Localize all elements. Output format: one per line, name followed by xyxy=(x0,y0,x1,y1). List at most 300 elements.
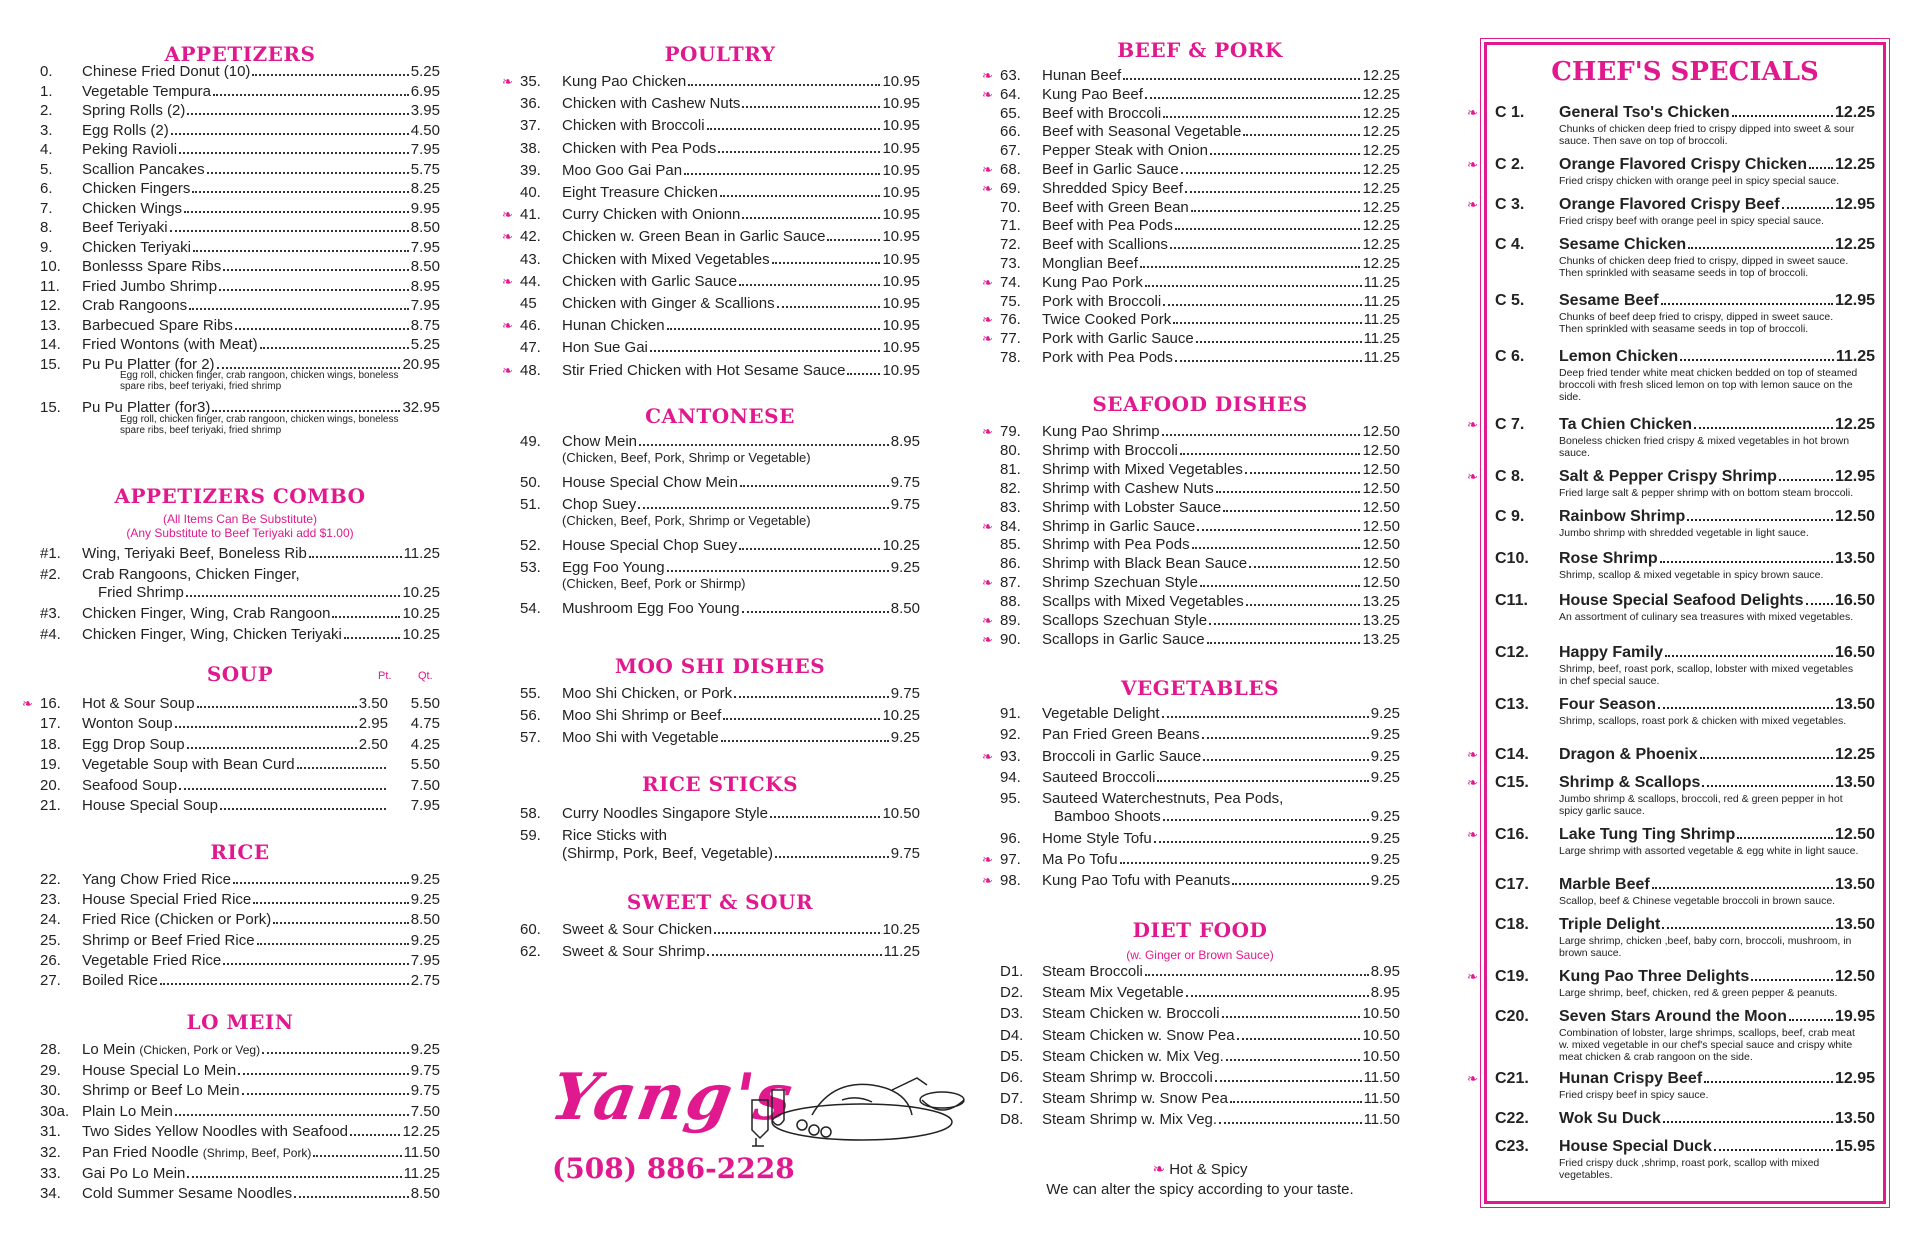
menu-item[interactable] xyxy=(982,85,1400,104)
special-code: C13. xyxy=(1495,696,1529,713)
dot-leader xyxy=(179,788,386,790)
special-code: C17. xyxy=(1495,876,1529,893)
menu-item[interactable] xyxy=(520,728,920,747)
special-price: 13.50 xyxy=(1834,916,1875,933)
item-number: 92. xyxy=(1000,726,1021,744)
special-item[interactable] xyxy=(1495,1007,1875,1027)
item-price: 10.95 xyxy=(882,206,920,224)
menu-item[interactable] xyxy=(982,871,1400,890)
item-number: 0. xyxy=(40,63,53,80)
menu-item[interactable] xyxy=(1000,1026,1400,1045)
item-price: 12.25 xyxy=(1362,161,1400,178)
dot-leader xyxy=(344,637,401,639)
item-number: 50. xyxy=(520,474,541,491)
item-price: 7.95 xyxy=(410,297,440,314)
special-price: 15.95 xyxy=(1834,1138,1875,1155)
item-number: 24. xyxy=(40,911,61,929)
item-name: Beef with Broccoli xyxy=(1042,104,1162,122)
item-number: 26. xyxy=(40,951,61,969)
menu-item[interactable] xyxy=(1000,789,1400,808)
menu-item[interactable] xyxy=(40,565,440,584)
item-number: 15. xyxy=(40,355,61,373)
item-price: 11.25 xyxy=(1363,349,1400,366)
dot-leader xyxy=(213,94,409,96)
menu-item[interactable] xyxy=(502,316,920,335)
menu-item[interactable] xyxy=(1000,554,1400,573)
special-item[interactable] xyxy=(1495,643,1875,663)
item-number: 57. xyxy=(520,729,541,746)
special-code: ❧ C16. xyxy=(1467,826,1529,843)
special-code: ❧ C21. xyxy=(1467,1070,1529,1087)
menu-item[interactable] xyxy=(40,218,440,237)
menu-item[interactable] xyxy=(40,316,440,335)
item-name: Moo Shi Shrimp or Beef xyxy=(562,707,722,724)
item-number: 65. xyxy=(1000,104,1021,122)
menu-item[interactable] xyxy=(40,1061,440,1080)
dot-leader xyxy=(688,84,880,86)
special-name: Dragon & Phoenix xyxy=(1559,746,1698,763)
menu-item[interactable] xyxy=(40,625,440,644)
menu-item[interactable] xyxy=(520,139,920,158)
menu-item[interactable] xyxy=(982,66,1400,85)
item-number: 85. xyxy=(1000,536,1021,554)
menu-item[interactable] xyxy=(40,910,440,929)
special-description: Large shrimp with assorted vegetable & egg white in light sauce. xyxy=(1559,845,1859,857)
menu-item[interactable] xyxy=(1000,292,1400,311)
dot-leader xyxy=(242,1093,409,1095)
menu-item[interactable] xyxy=(40,1143,440,1162)
item-number: 59. xyxy=(520,827,541,844)
item-price: 9.25 xyxy=(1370,747,1400,765)
item-number: 88. xyxy=(1000,593,1021,611)
menu-item[interactable] xyxy=(1000,235,1400,254)
menu-item[interactable] xyxy=(40,714,440,733)
item-number: 73. xyxy=(1000,255,1021,272)
item-price: 12.25 xyxy=(1362,142,1400,160)
menu-item[interactable] xyxy=(502,361,920,380)
dot-leader xyxy=(1173,322,1361,324)
item-price: 9.25 xyxy=(1370,705,1400,722)
menu-item[interactable] xyxy=(982,850,1400,869)
section-note: (w. Ginger or Brown Sauce) xyxy=(1126,948,1274,962)
menu-item[interactable] xyxy=(1000,983,1400,1002)
dot-leader xyxy=(1120,862,1369,864)
special-item[interactable] xyxy=(1467,103,1875,123)
menu-item[interactable] xyxy=(40,335,440,354)
menu-item[interactable] xyxy=(520,183,920,202)
item-options: (Chicken, Beef, Pork, Shrimp or Vegetable) xyxy=(562,450,811,465)
menu-item[interactable] xyxy=(982,179,1400,198)
dot-leader xyxy=(189,308,409,310)
special-item[interactable] xyxy=(1495,695,1875,715)
item-price: 9.25 xyxy=(890,729,920,746)
item-name: Stir Fried Chicken with Hot Sesame Sauce xyxy=(562,361,846,379)
menu-item[interactable] xyxy=(1000,725,1400,744)
special-code: C11. xyxy=(1495,592,1528,609)
menu-item[interactable] xyxy=(1000,254,1400,273)
chefs-specials-panel xyxy=(1467,42,1886,1204)
special-name: Rose Shrimp xyxy=(1559,550,1658,567)
menu-item[interactable] xyxy=(520,116,920,135)
dot-leader xyxy=(714,932,880,934)
dot-leader xyxy=(1170,247,1361,249)
menu-item[interactable] xyxy=(40,62,440,81)
item-price: 10.50 xyxy=(1362,1026,1400,1044)
item-name: Moo Shi with Vegetable xyxy=(562,729,719,746)
special-name: House Special Seafood Delights xyxy=(1559,592,1804,609)
menu-item[interactable] xyxy=(1000,829,1400,848)
item-number: D6. xyxy=(1000,1069,1024,1086)
dot-leader xyxy=(1246,604,1361,606)
item-price: 8.95 xyxy=(1370,963,1400,980)
chefs-specials-title: CHEF'S SPECIALS xyxy=(1551,57,1819,87)
menu-item[interactable] xyxy=(520,94,920,113)
special-item[interactable] xyxy=(1495,549,1875,569)
item-number: 70. xyxy=(1000,198,1021,216)
special-description: Fried crispy duck ,shrimp, roast pork, scallop with mixed vegetables. xyxy=(1559,1157,1820,1181)
dot-leader xyxy=(332,616,400,618)
menu-item[interactable] xyxy=(982,611,1400,630)
item-name: Chicken Fingers xyxy=(82,180,191,197)
menu-item[interactable] xyxy=(40,82,440,101)
item-name: Curry Chicken with Onionn xyxy=(562,206,741,224)
item-price: 10.95 xyxy=(882,117,920,135)
item-name: Beef with Seasonal Vegetable xyxy=(1042,123,1242,141)
special-name: Seven Stars Around the Moon xyxy=(1559,1008,1787,1025)
menu-item[interactable] xyxy=(1000,141,1400,160)
menu-item[interactable] xyxy=(982,573,1400,592)
special-description: Jumbo shrimp with shredded vegetable in light sauce. xyxy=(1559,527,1809,539)
item-price: 12.50 xyxy=(1362,423,1400,440)
menu-item[interactable] xyxy=(502,72,920,91)
item-price: 12.25 xyxy=(1362,67,1400,84)
special-price: 13.50 xyxy=(1834,550,1875,567)
item-price: 10.95 xyxy=(882,184,920,201)
dot-leader xyxy=(184,211,409,213)
special-item[interactable] xyxy=(1467,155,1875,175)
menu-item[interactable] xyxy=(40,796,440,815)
dot-leader xyxy=(772,262,881,264)
menu-item[interactable] xyxy=(502,272,920,291)
menu-item[interactable] xyxy=(982,747,1400,766)
menu-item[interactable] xyxy=(520,250,920,269)
item-name-continued: Fried Shrimp xyxy=(98,584,184,601)
special-name: Salt & Pepper Crispy Shrimp xyxy=(1559,468,1777,485)
menu-item[interactable] xyxy=(1000,592,1400,611)
special-item[interactable] xyxy=(1495,347,1875,367)
item-number: 80. xyxy=(1000,441,1021,459)
special-description: Chunks of beef deep fried to crispy, dipped in sweet sauce. Then sprinkled with seasame seeds in top of broccoli. xyxy=(1559,311,1834,335)
menu-item[interactable] xyxy=(40,870,440,889)
item-price: 7.50 xyxy=(410,1102,440,1120)
menu-item[interactable] xyxy=(40,296,440,315)
special-item[interactable] xyxy=(1467,195,1875,215)
special-code: C 5. xyxy=(1495,292,1525,309)
menu-item[interactable] xyxy=(40,971,440,990)
dot-leader xyxy=(777,306,881,308)
item-number: 1. xyxy=(40,82,53,100)
menu-item[interactable] xyxy=(982,160,1400,179)
item-price: 9.25 xyxy=(1370,872,1400,890)
item-price: 10.95 xyxy=(882,295,920,312)
menu-item[interactable] xyxy=(40,735,440,754)
menu-item[interactable] xyxy=(1000,122,1400,141)
item-number: 4. xyxy=(40,141,53,158)
menu-item[interactable] xyxy=(1000,962,1400,981)
menu-item[interactable] xyxy=(1000,1004,1400,1023)
dot-leader xyxy=(1243,134,1360,136)
item-name: Sauteed Waterchestnuts, Pea Pods, xyxy=(1042,790,1284,808)
item-number: 39. xyxy=(520,161,541,179)
item-name: Wing, Teriyaki Beef, Boneless Rib xyxy=(82,545,307,562)
dot-leader xyxy=(186,595,401,597)
item-number: 7. xyxy=(40,199,53,217)
item-price: 12.25 xyxy=(1362,236,1400,254)
menu-item[interactable] xyxy=(40,101,440,120)
menu-item[interactable] xyxy=(1000,1110,1400,1129)
special-item[interactable] xyxy=(1467,745,1875,765)
item-name: Chicken with Garlic Sauce xyxy=(562,272,738,290)
item-price: 12.25 xyxy=(1362,198,1400,216)
menu-item[interactable] xyxy=(1000,460,1400,479)
menu-item[interactable] xyxy=(502,205,920,224)
item-name: Shrimp or Beef Lo Mein xyxy=(82,1082,240,1100)
dot-leader xyxy=(1704,1081,1833,1083)
menu-item-continued xyxy=(520,844,920,863)
special-description: Fried large salt & pepper shrimp with on bottom steam broccoli. xyxy=(1559,487,1854,499)
special-item[interactable] xyxy=(1495,875,1875,895)
section-title-poultry: POULTRY xyxy=(664,42,776,66)
menu-item[interactable] xyxy=(520,826,920,845)
item-price: 10.95 xyxy=(882,272,920,290)
special-name: General Tso's Chicken xyxy=(1559,104,1730,121)
item-number: #3. xyxy=(40,605,61,622)
dot-leader xyxy=(1219,1122,1361,1124)
item-number: 71. xyxy=(1000,217,1021,235)
item-name: Steam Broccoli xyxy=(1042,963,1143,980)
item-name: Steam Chicken w. Broccoli xyxy=(1042,1005,1220,1023)
menu-item[interactable] xyxy=(982,310,1400,329)
menu-item[interactable] xyxy=(1000,1089,1400,1108)
dot-leader xyxy=(1222,1016,1361,1018)
menu-item[interactable] xyxy=(40,1164,440,1183)
section-title-lomein: LO MEIN xyxy=(186,1010,294,1034)
item-number: 29. xyxy=(40,1061,61,1079)
menu-item[interactable] xyxy=(1000,1047,1400,1066)
special-price: 13.50 xyxy=(1834,876,1875,893)
menu-item[interactable] xyxy=(1000,704,1400,723)
special-description: Fried crispy chicken with orange peel in spicy special sauce. xyxy=(1559,175,1840,187)
menu-item[interactable] xyxy=(982,517,1400,536)
special-item[interactable] xyxy=(1495,591,1875,611)
item-name: Steam Shrimp w. Broccoli xyxy=(1042,1069,1213,1086)
special-item[interactable] xyxy=(1495,291,1875,311)
menu-item[interactable] xyxy=(40,277,440,296)
item-price: 8.95 xyxy=(410,277,440,295)
menu-item[interactable] xyxy=(40,1040,440,1059)
menu-item[interactable] xyxy=(1000,498,1400,517)
menu-item[interactable] xyxy=(982,422,1400,441)
item-name: Steam Shrimp w. Mix Veg. xyxy=(1042,1111,1218,1129)
item-name: Egg Rolls (2) xyxy=(82,121,169,139)
menu-item[interactable] xyxy=(40,1102,440,1121)
menu-item[interactable] xyxy=(1000,479,1400,498)
food-platter-icon xyxy=(742,1060,972,1150)
menu-item[interactable] xyxy=(520,920,920,939)
item-number: 9. xyxy=(40,238,53,256)
menu-item[interactable] xyxy=(40,121,440,140)
item-number: D4. xyxy=(1000,1026,1024,1044)
special-name: Lake Tung Ting Shrimp xyxy=(1559,826,1736,843)
item-price: 12.50 xyxy=(1362,555,1400,573)
dot-leader xyxy=(1215,1080,1362,1082)
item-price-pint: 3.50 xyxy=(358,695,388,712)
menu-item[interactable] xyxy=(40,890,440,909)
item-name: Vegetable Delight xyxy=(1042,705,1160,722)
menu-item[interactable] xyxy=(1000,216,1400,235)
item-name: House Special Chop Suey xyxy=(562,537,738,554)
menu-item[interactable] xyxy=(1000,198,1400,217)
item-number: 75. xyxy=(1000,292,1021,310)
item-price: 6.95 xyxy=(410,82,440,100)
item-name-continued: Bamboo Shoots xyxy=(1054,808,1161,826)
item-name: Kung Pao Shrimp xyxy=(1042,423,1160,440)
menu-item[interactable] xyxy=(40,776,440,795)
dot-leader xyxy=(1687,519,1833,521)
item-number: 86. xyxy=(1000,555,1021,573)
section-title-diet: DIET FOOD xyxy=(1132,918,1268,942)
item-name: Shrimp with Pea Pods xyxy=(1042,536,1190,554)
special-name: House Special Duck xyxy=(1559,1138,1712,1155)
item-number: D1. xyxy=(1000,963,1024,980)
menu-item[interactable] xyxy=(1000,104,1400,123)
item-price: 9.25 xyxy=(1370,808,1400,826)
item-name: Mushroom Egg Foo Young xyxy=(562,600,740,617)
menu-item[interactable] xyxy=(520,942,920,961)
dot-leader xyxy=(197,706,357,708)
special-item[interactable] xyxy=(1467,825,1875,845)
dot-leader xyxy=(1702,785,1833,787)
menu-item[interactable] xyxy=(520,706,920,725)
menu-item[interactable] xyxy=(40,140,440,159)
item-name: Scallps with Mixed Vegetables xyxy=(1042,593,1244,611)
special-item[interactable] xyxy=(1467,773,1875,793)
item-number: 53. xyxy=(520,559,541,576)
menu-item[interactable] xyxy=(40,931,440,950)
menu-item[interactable] xyxy=(40,160,440,179)
item-number: D8. xyxy=(1000,1111,1024,1129)
dot-leader xyxy=(273,922,409,924)
menu-item[interactable] xyxy=(520,161,920,180)
item-price: 11.50 xyxy=(1363,1069,1400,1086)
item-price: 10.25 xyxy=(882,707,920,724)
menu-item[interactable] xyxy=(40,544,440,563)
menu-item[interactable] xyxy=(982,273,1400,292)
item-name: Chicken with Mixed Vegetables xyxy=(562,250,770,268)
item-price: 12.25 xyxy=(1362,123,1400,141)
item-name: Rice Sticks with xyxy=(562,827,668,844)
special-item[interactable] xyxy=(1495,915,1875,935)
menu-item[interactable] xyxy=(40,604,440,623)
menu-item[interactable] xyxy=(520,684,920,703)
item-options: (Shrimp, Beef, Pork) xyxy=(202,1146,312,1160)
dot-leader xyxy=(1203,759,1369,761)
item-number: 94. xyxy=(1000,768,1021,786)
menu-item[interactable] xyxy=(502,227,920,246)
item-number: ❧ 76. xyxy=(982,311,1021,329)
special-item[interactable] xyxy=(1467,1069,1875,1089)
menu-item[interactable] xyxy=(40,1122,440,1141)
menu-item[interactable] xyxy=(1000,1068,1400,1087)
item-number: ❧ 48. xyxy=(502,361,541,379)
dot-leader xyxy=(1700,757,1833,759)
menu-item[interactable] xyxy=(1000,348,1400,367)
item-price: 5.25 xyxy=(410,63,440,80)
item-price: 9.75 xyxy=(890,845,920,862)
menu-item[interactable] xyxy=(40,257,440,276)
item-name: Home Style Tofu xyxy=(1042,829,1152,847)
menu-item[interactable] xyxy=(40,755,440,774)
menu-column-1 xyxy=(22,0,440,1243)
dot-leader xyxy=(1237,1038,1361,1040)
special-price: 12.95 xyxy=(1834,196,1875,213)
menu-item[interactable] xyxy=(40,179,440,198)
menu-item[interactable] xyxy=(40,199,440,218)
dot-leader xyxy=(1200,585,1361,587)
item-name: Sauteed Broccoli xyxy=(1042,768,1156,786)
item-number: ❧ 16. xyxy=(22,695,61,712)
section-title-sweetsour: SWEET & SOUR xyxy=(626,890,814,914)
menu-item[interactable] xyxy=(520,338,920,357)
item-name: Chicken Finger, Wing, Crab Rangoon xyxy=(82,605,331,622)
menu-item[interactable] xyxy=(40,951,440,970)
menu-item[interactable] xyxy=(520,294,920,313)
menu-item[interactable] xyxy=(520,536,920,555)
special-item[interactable] xyxy=(1467,967,1875,987)
item-number: 40. xyxy=(520,184,541,201)
item-name: Chicken with Pea Pods xyxy=(562,139,717,157)
special-item[interactable] xyxy=(1467,415,1875,435)
menu-item[interactable] xyxy=(1000,441,1400,460)
dot-leader xyxy=(1806,603,1833,605)
special-item[interactable] xyxy=(1467,467,1875,487)
menu-item[interactable] xyxy=(1000,768,1400,787)
dot-leader xyxy=(1732,115,1833,117)
item-name: House Special Chow Mein xyxy=(562,474,738,491)
menu-item[interactable] xyxy=(40,238,440,257)
special-item[interactable] xyxy=(1495,1137,1875,1157)
item-name: Crab Rangoons, Chicken Finger, xyxy=(82,566,300,583)
special-item[interactable] xyxy=(1495,235,1875,255)
special-item[interactable] xyxy=(1495,507,1875,527)
menu-item[interactable] xyxy=(22,694,440,713)
item-name: Ma Po Tofu xyxy=(1042,850,1118,868)
special-item[interactable] xyxy=(1495,1109,1875,1129)
menu-item[interactable] xyxy=(40,1184,440,1203)
dot-leader xyxy=(187,747,357,749)
menu-item[interactable] xyxy=(520,599,920,618)
item-number: ❧ 68. xyxy=(982,161,1021,178)
menu-item[interactable] xyxy=(982,329,1400,348)
special-description: Combination of lobster, large shrimps, scallops, beef, crab meat w. mixed vegetable in our chef's special sauce and crispy white meat chicken & crab rangoon on the side. xyxy=(1559,1027,1855,1063)
menu-item[interactable] xyxy=(1000,535,1400,554)
item-name: Scallops Szechuan Style xyxy=(1042,612,1208,629)
menu-item[interactable] xyxy=(982,630,1400,649)
menu-item[interactable] xyxy=(520,473,920,492)
menu-item[interactable] xyxy=(520,804,920,823)
item-number: ❧ 64. xyxy=(982,85,1021,103)
menu-item[interactable] xyxy=(40,1081,440,1100)
